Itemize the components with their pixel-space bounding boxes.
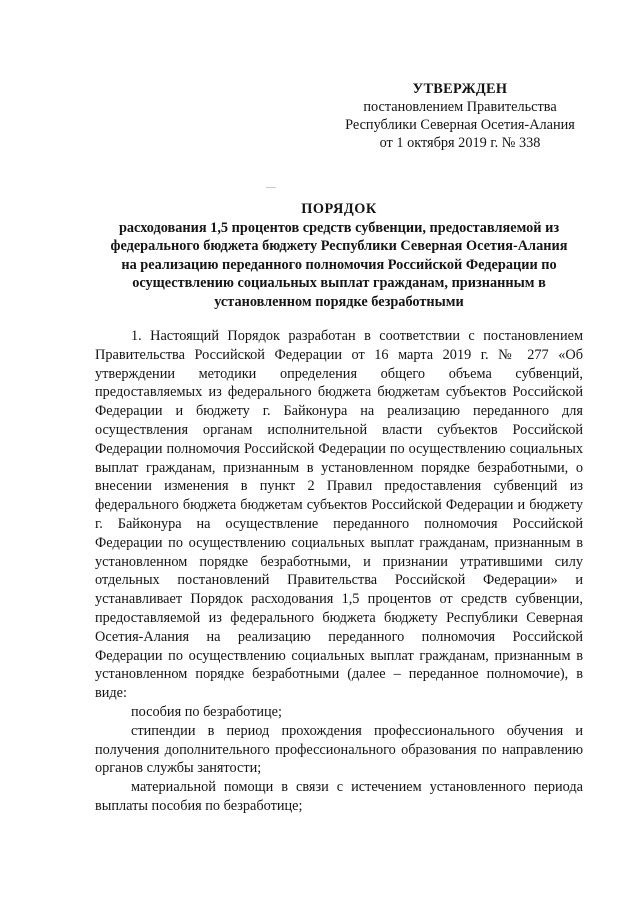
document-subtitle-line: осуществлению социальных выплат гражданам, признанным в bbox=[132, 275, 546, 291]
scan-mark bbox=[266, 187, 276, 188]
approval-line-2: Республики Северная Осетия-Алания bbox=[345, 117, 575, 133]
approval-line-1: постановлением Правительства bbox=[363, 99, 557, 115]
paragraph: стипендии в период прохождения профессионального обучения и получения дополнительного профессионального образования по направлению органов службы занятости; bbox=[95, 722, 583, 777]
approval-title: УТВЕРЖДЕН bbox=[412, 81, 508, 97]
document-subtitle-line: расходования 1,5 процентов средств субвенции, предоставляемой из bbox=[118, 219, 560, 236]
document-title: ПОРЯДОК bbox=[301, 201, 377, 217]
paragraph: 1. Настоящий Порядок разработан в соответствии с постановлением Правительства Российской Федерации от 16 марта 2019 г. № 277 «Об утверждении методики определения общего объема субвенций, предоставляемых из федерального бюджета бюджетам субъектов Российской Федерации и бюджету г. Байконура на реализацию переданного для осуществления органам исполнительной власти субъектов Российской Федерации полномочия Российской Федерации по осуществлению социальных выплат гражданам, признанным в установленном порядке безработными, о внесении изменения в пункт 2 Правил предоставления субвенций из федерального бюджета бюджетам субъектов Российской Федерации и бюджету г. Байконура на осуществление переданного полномочия Российской Федерации по осуществлению социальных выплат гражданам, признанным в установленном порядке безработными, и признании утратившими силу отдельных постановлений Правительства Российской Федерации» и устанавливает Порядок расходования 1,5 процентов от средств субвенции, предоставляемой из федерального бюджета бюджету Республики Северная Осетия-Алания на реализацию переданного полномочия Российской Федерации по осуществлению социальных выплат гражданам, признанным в установленном порядке безработными (далее – переданное полномочие), в виде: bbox=[95, 328, 583, 702]
paragraph: материальной помощи в связи с истечением установленного периода выплаты пособия по безработице; bbox=[95, 779, 583, 814]
document-subtitle-line: на реализацию переданного полномочия Российской Федерации по bbox=[121, 256, 557, 273]
document-body bbox=[95, 327, 583, 816]
document-subtitle-line: федерального бюджета бюджету Республики Северная Осетия-Алания bbox=[110, 238, 568, 254]
document-subtitle-line: установленном порядке безработными bbox=[214, 293, 464, 310]
document-title-block bbox=[95, 200, 583, 311]
approval-line-3: от 1 октября 2019 г. № 338 bbox=[379, 135, 541, 151]
approval-stamp bbox=[340, 80, 580, 152]
paragraph: пособия по безработице; bbox=[131, 703, 282, 720]
